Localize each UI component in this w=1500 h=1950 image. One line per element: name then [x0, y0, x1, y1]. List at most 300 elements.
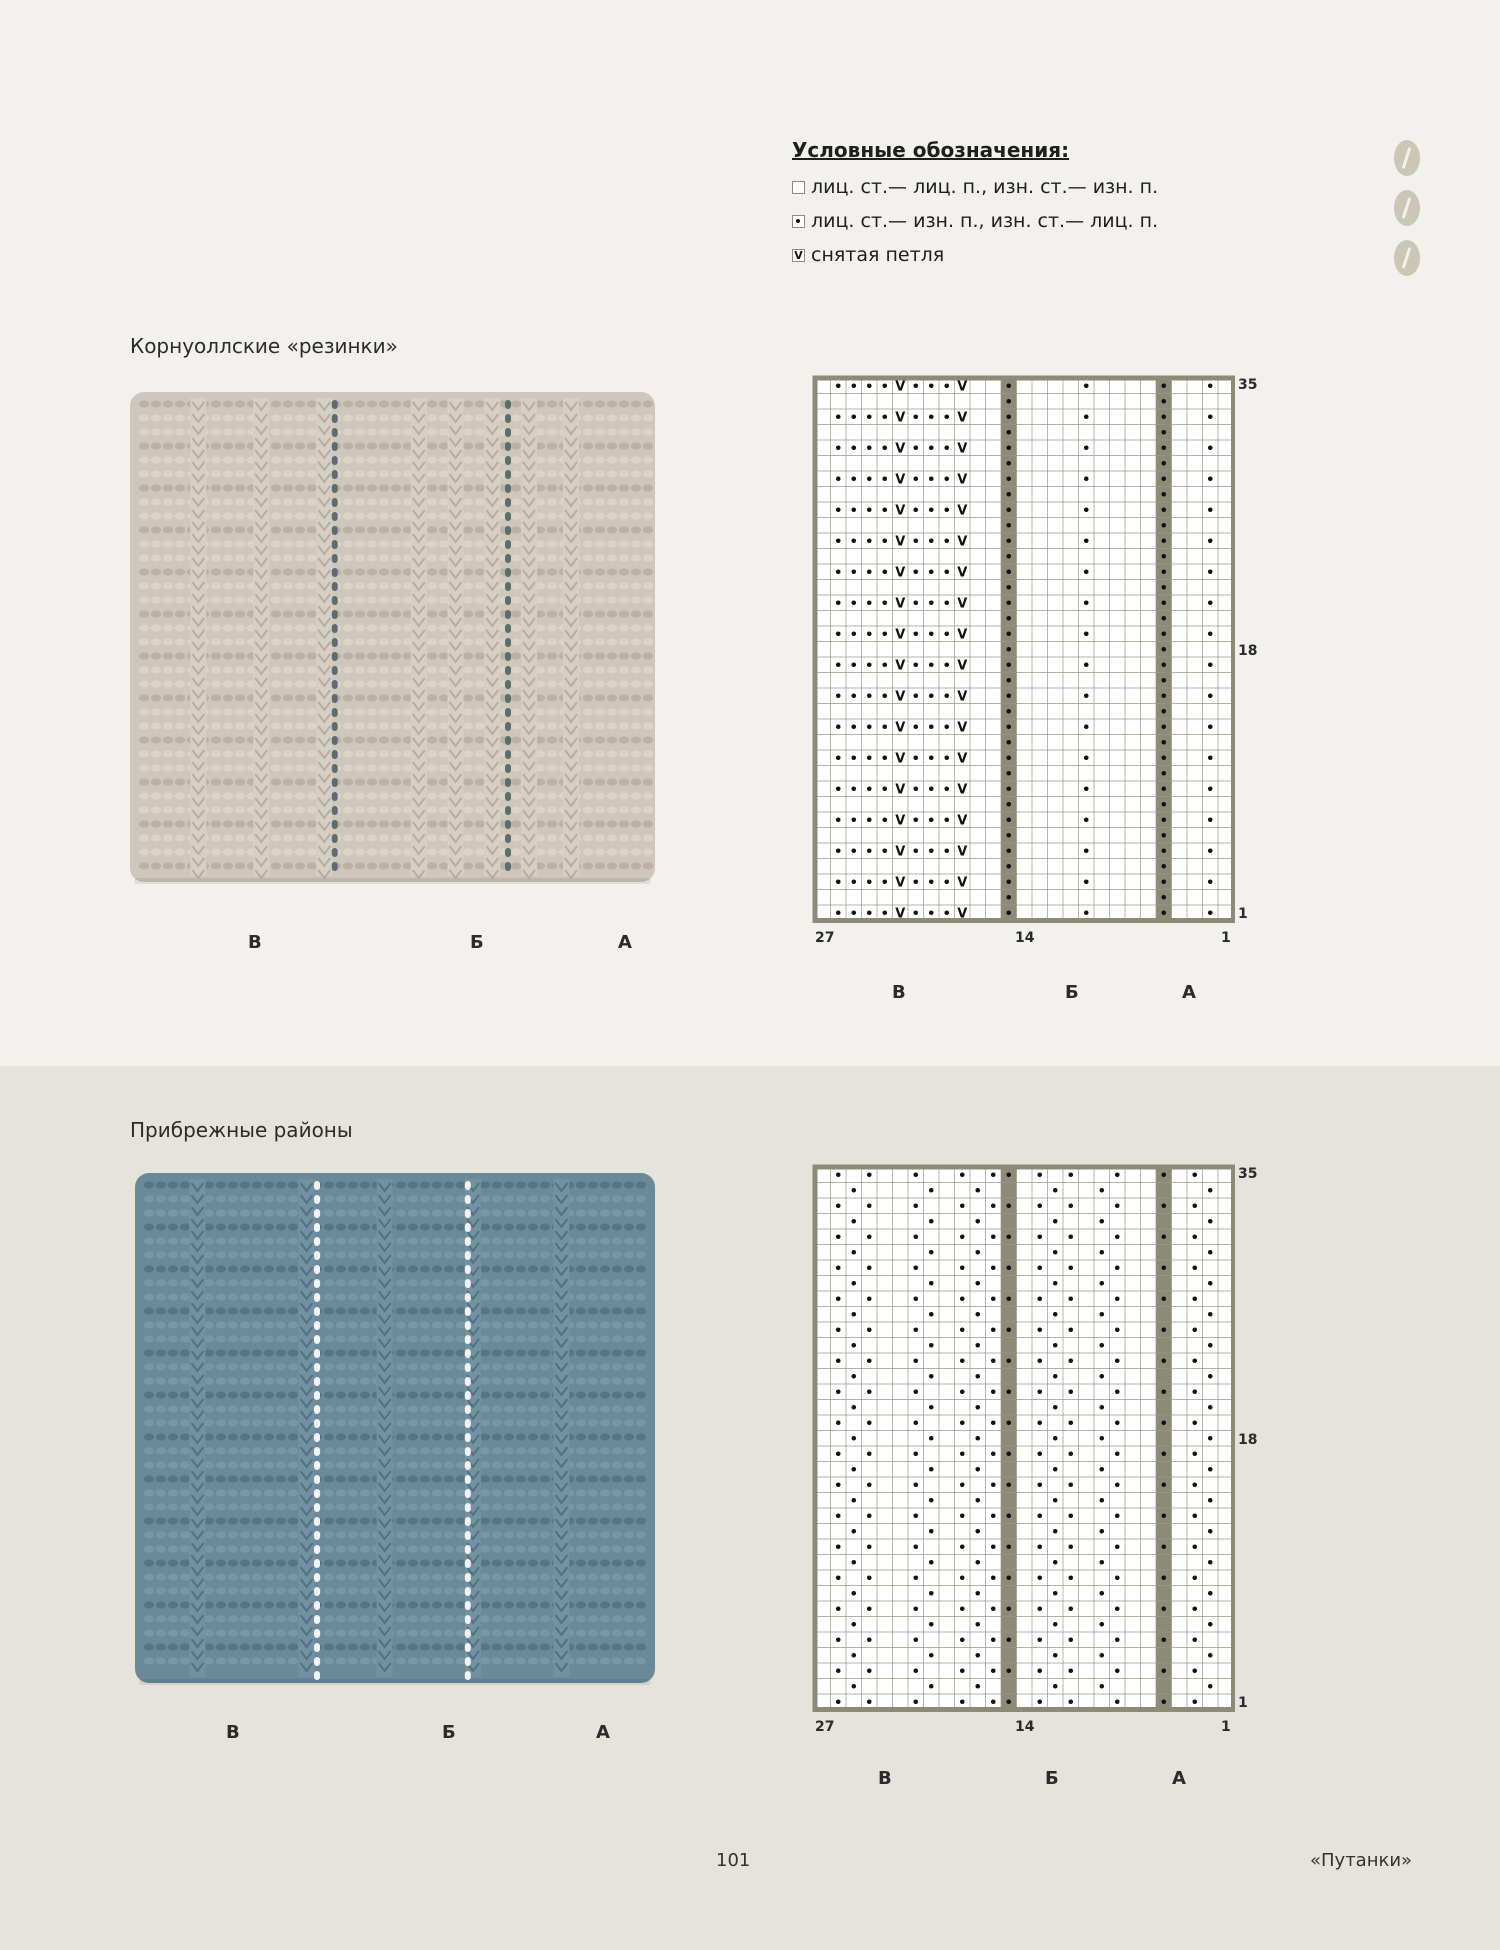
purl-dot: [913, 1668, 918, 1673]
purl-dot: [836, 445, 841, 450]
purl-bump: [348, 1601, 358, 1608]
purl-bump: [540, 1195, 550, 1202]
purl-bump: [156, 1517, 166, 1524]
purl-bump: [223, 820, 233, 827]
accent-yarn-stitch: [314, 1307, 320, 1316]
purl-bump: [240, 1265, 250, 1272]
purl-bump: [595, 736, 605, 743]
purl-bump: [151, 764, 161, 771]
purl-bump: [432, 1209, 442, 1216]
purl-bump: [360, 1377, 370, 1384]
purl-bump: [391, 540, 401, 547]
purl-dot: [1006, 476, 1011, 481]
purl-bump: [516, 1643, 526, 1650]
purl-dot: [1084, 414, 1089, 419]
purl-bump: [595, 540, 605, 547]
purl-bump: [379, 624, 389, 631]
purl-bump: [168, 1657, 178, 1664]
purl-bump: [307, 792, 317, 799]
purl-bump: [180, 1461, 190, 1468]
purl-bump: [420, 1181, 430, 1188]
purl-bump: [631, 680, 641, 687]
purl-dot: [867, 569, 872, 574]
purl-bump: [348, 1433, 358, 1440]
purl-dot: [913, 1389, 918, 1394]
purl-bump: [228, 1489, 238, 1496]
purl-bump: [324, 1517, 334, 1524]
purl-bump: [547, 512, 557, 519]
purl-bump: [156, 1405, 166, 1412]
purl-bump: [271, 512, 281, 519]
purl-bump: [283, 624, 293, 631]
purl-bump: [511, 722, 521, 729]
purl-bump: [283, 428, 293, 435]
purl-bump: [271, 694, 281, 701]
purl-bump: [427, 414, 437, 421]
purl-bump: [576, 1405, 586, 1412]
accent-yarn-stitch: [332, 708, 338, 717]
purl-bump: [336, 1643, 346, 1650]
accent-yarn-stitch: [314, 1517, 320, 1526]
purl-bump: [643, 820, 653, 827]
purl-bump: [288, 1657, 298, 1664]
purl-bump: [355, 596, 365, 603]
purl-bump: [475, 806, 485, 813]
purl-bump: [595, 680, 605, 687]
purl-bump: [408, 1559, 418, 1566]
purl-bump: [643, 400, 653, 407]
purl-bump: [288, 1391, 298, 1398]
purl-bump: [636, 1461, 646, 1468]
purl-bump: [336, 1279, 346, 1286]
purl-bump: [288, 1461, 298, 1468]
accent-yarn-stitch: [505, 554, 511, 563]
purl-bump: [420, 1209, 430, 1216]
purl-bump: [492, 1251, 502, 1258]
purl-dot: [851, 1591, 856, 1596]
purl-bump: [427, 694, 437, 701]
purl-bump: [360, 1279, 370, 1286]
purl-bump: [475, 554, 485, 561]
purl-dot: [913, 724, 918, 729]
purl-bump: [456, 1587, 466, 1594]
purl-bump: [492, 1405, 502, 1412]
purl-bump: [355, 722, 365, 729]
purl-bump: [444, 1293, 454, 1300]
purl-bump: [355, 834, 365, 841]
purl-bump: [163, 834, 173, 841]
purl-dot: [944, 724, 949, 729]
purl-bump: [492, 1643, 502, 1650]
purl-bump: [216, 1209, 226, 1216]
purl-bump: [607, 456, 617, 463]
purl-bump: [240, 1657, 250, 1664]
accent-yarn-stitch: [465, 1405, 471, 1414]
purl-dot: [929, 1343, 934, 1348]
purl-dot: [1084, 755, 1089, 760]
purl-bump: [511, 820, 521, 827]
purl-bump: [216, 1307, 226, 1314]
purl-bump: [463, 470, 473, 477]
purl-bump: [295, 680, 305, 687]
purl-bump: [631, 596, 641, 603]
purl-bump: [492, 1503, 502, 1510]
purl-bump: [619, 722, 629, 729]
accent-yarn-stitch: [314, 1433, 320, 1442]
purl-bump: [324, 1615, 334, 1622]
purl-bump: [463, 750, 473, 757]
purl-bump: [379, 736, 389, 743]
purl-bump: [607, 428, 617, 435]
purl-bump: [216, 1559, 226, 1566]
purl-bump: [343, 470, 353, 477]
purl-bump: [391, 610, 401, 617]
purl-dot: [867, 600, 872, 605]
purl-bump: [151, 736, 161, 743]
purl-bump: [144, 1573, 154, 1580]
purl-bump: [576, 1503, 586, 1510]
slip-bar-cell: [1001, 1245, 1017, 1261]
purl-bump: [336, 1181, 346, 1188]
slip-bar-cell: [1001, 1462, 1017, 1478]
purl-bump: [151, 680, 161, 687]
purl-bump: [379, 540, 389, 547]
purl-bump: [343, 834, 353, 841]
purl-bump: [420, 1307, 430, 1314]
purl-bump: [343, 442, 353, 449]
slip-bar-cell: [1156, 1586, 1172, 1602]
purl-bump: [576, 1587, 586, 1594]
slip-stitch-v: V: [957, 596, 968, 612]
purl-bump: [156, 1433, 166, 1440]
purl-bump: [607, 848, 617, 855]
purl-bump: [456, 1573, 466, 1580]
purl-bump: [588, 1181, 598, 1188]
purl-dot: [1037, 1668, 1042, 1673]
purl-dot: [913, 1451, 918, 1456]
purl-dot: [867, 910, 872, 915]
purl-bump: [336, 1615, 346, 1622]
purl-bump: [360, 1475, 370, 1482]
purl-bump: [288, 1559, 298, 1566]
purl-dot: [882, 693, 887, 698]
purl-bump: [492, 1391, 502, 1398]
purl-bump: [276, 1349, 286, 1356]
purl-dot: [1115, 1513, 1120, 1518]
purl-bump: [456, 1489, 466, 1496]
purl-dot: [1037, 1482, 1042, 1487]
purl-bump: [228, 1433, 238, 1440]
purl-bump: [307, 540, 317, 547]
purl-bump: [583, 428, 593, 435]
purl-bump: [511, 680, 521, 687]
purl-dot: [851, 631, 856, 636]
purl-bump: [271, 582, 281, 589]
purl-bump: [631, 414, 641, 421]
purl-bump: [420, 1447, 430, 1454]
purl-bump: [643, 568, 653, 575]
purl-dot: [913, 1637, 918, 1642]
purl-bump: [504, 1349, 514, 1356]
purl-bump: [547, 624, 557, 631]
purl-bump: [216, 1377, 226, 1384]
purl-bump: [540, 1601, 550, 1608]
purl-bump: [336, 1293, 346, 1300]
purl-bump: [283, 652, 293, 659]
purl-bump: [355, 820, 365, 827]
purl-bump: [216, 1657, 226, 1664]
purl-bump: [612, 1307, 622, 1314]
purl-bump: [432, 1531, 442, 1538]
purl-bump: [583, 610, 593, 617]
purl-dot: [1208, 600, 1213, 605]
purl-bump: [480, 1321, 490, 1328]
purl-bump: [367, 470, 377, 477]
purl-bump: [576, 1391, 586, 1398]
purl-bump: [391, 470, 401, 477]
slip-stitch-v: V: [895, 689, 906, 705]
purl-bump: [463, 862, 473, 869]
purl-bump: [643, 470, 653, 477]
purl-dot: [1006, 755, 1011, 760]
purl-bump: [264, 1237, 274, 1244]
purl-bump: [504, 1559, 514, 1566]
purl-bump: [511, 834, 521, 841]
purl-bump: [420, 1349, 430, 1356]
purl-bump: [432, 1223, 442, 1230]
purl-bump: [612, 1433, 622, 1440]
purl-bump: [163, 456, 173, 463]
purl-dot: [1084, 445, 1089, 450]
purl-bump: [456, 1363, 466, 1370]
purl-bump: [235, 708, 245, 715]
accent-yarn-stitch: [314, 1223, 320, 1232]
purl-bump: [612, 1419, 622, 1426]
purl-bump: [283, 666, 293, 673]
purl-bump: [324, 1587, 334, 1594]
accent-yarn-stitch: [332, 792, 338, 801]
purl-bump: [307, 652, 317, 659]
purl-bump: [348, 1251, 358, 1258]
purl-dot: [867, 1668, 872, 1673]
purl-dot: [1115, 1637, 1120, 1642]
col-label-mid: 14: [1015, 930, 1035, 946]
purl-bump: [600, 1293, 610, 1300]
purl-bump: [408, 1573, 418, 1580]
purl-bump: [619, 848, 629, 855]
purl-bump: [223, 764, 233, 771]
purl-bump: [276, 1377, 286, 1384]
purl-bump: [456, 1195, 466, 1202]
purl-bump: [480, 1531, 490, 1538]
page-number: 101: [716, 1850, 751, 1871]
purl-bump: [583, 778, 593, 785]
purl-dot: [913, 631, 918, 636]
purl-bump: [348, 1643, 358, 1650]
purl-dot: [975, 1467, 980, 1472]
accent-yarn-stitch: [465, 1657, 471, 1666]
purl-bump: [547, 666, 557, 673]
purl-bump: [348, 1181, 358, 1188]
purl-bump: [463, 568, 473, 575]
purl-bump: [624, 1363, 634, 1370]
purl-bump: [324, 1447, 334, 1454]
purl-bump: [336, 1237, 346, 1244]
purl-bump: [600, 1503, 610, 1510]
chart-grid: [815, 1167, 1234, 1710]
purl-bump: [168, 1293, 178, 1300]
purl-bump: [348, 1307, 358, 1314]
purl-dot: [991, 1544, 996, 1549]
purl-bump: [271, 652, 281, 659]
purl-bump: [631, 792, 641, 799]
purl-bump: [235, 596, 245, 603]
purl-dot: [836, 1296, 841, 1301]
purl-bump: [475, 400, 485, 407]
purl-bump: [475, 442, 485, 449]
purl-bump: [324, 1573, 334, 1580]
accent-yarn-stitch: [332, 400, 338, 409]
purl-bump: [264, 1405, 274, 1412]
slip-stitch-v: V: [895, 751, 906, 767]
purl-dot: [913, 1172, 918, 1177]
purl-dot: [1161, 848, 1166, 853]
purl-bump: [163, 540, 173, 547]
purl-bump: [480, 1377, 490, 1384]
purl-dot: [1208, 1591, 1213, 1596]
purl-bump: [151, 596, 161, 603]
purl-bump: [511, 414, 521, 421]
accent-yarn-stitch: [505, 764, 511, 773]
purl-dot: [1208, 1560, 1213, 1565]
purl-bump: [144, 1237, 154, 1244]
purl-dot: [851, 445, 856, 450]
purl-bump: [240, 1391, 250, 1398]
purl-bump: [276, 1615, 286, 1622]
purl-bump: [283, 834, 293, 841]
purl-dot: [1161, 476, 1166, 481]
accent-yarn-stitch: [505, 778, 511, 787]
purl-dot: [1208, 538, 1213, 543]
purl-bump: [600, 1349, 610, 1356]
purl-bump: [492, 1419, 502, 1426]
purl-bump: [588, 1573, 598, 1580]
purl-bump: [492, 1517, 502, 1524]
purl-bump: [432, 1293, 442, 1300]
purl-dot: [991, 1513, 996, 1518]
purl-dot: [1037, 1265, 1042, 1270]
legend-item-text: лиц. ст.— изн. п., изн. ст.— лиц. п.: [811, 210, 1159, 232]
purl-dot: [960, 1451, 965, 1456]
purl-bump: [444, 1391, 454, 1398]
purl-bump: [223, 666, 233, 673]
purl-bump: [180, 1517, 190, 1524]
purl-dot: [1161, 1544, 1166, 1549]
purl-dot: [1006, 1296, 1011, 1301]
purl-bump: [379, 456, 389, 463]
purl-bump: [588, 1503, 598, 1510]
purl-dot: [1037, 1544, 1042, 1549]
purl-dot: [929, 383, 934, 388]
purl-bump: [168, 1461, 178, 1468]
purl-dot: [1161, 383, 1166, 388]
accent-yarn-stitch: [505, 442, 511, 451]
purl-dot: [1099, 1219, 1104, 1224]
purl-bump: [144, 1559, 154, 1566]
purl-bump: [379, 680, 389, 687]
purl-bump: [271, 484, 281, 491]
purl-bump: [276, 1517, 286, 1524]
purl-bump: [295, 554, 305, 561]
purl-bump: [396, 1601, 406, 1608]
purl-bump: [343, 806, 353, 813]
purl-bump: [528, 1601, 538, 1608]
purl-dot: [867, 414, 872, 419]
col-label-left: 27: [815, 1719, 835, 1735]
purl-dot: [1084, 538, 1089, 543]
purl-bump: [492, 1223, 502, 1230]
purl-dot: [867, 476, 872, 481]
purl-bump: [391, 722, 401, 729]
purl-bump: [307, 680, 317, 687]
purl-bump: [420, 1629, 430, 1636]
purl-dot: [1084, 476, 1089, 481]
purl-bump: [600, 1643, 610, 1650]
purl-bump: [480, 1461, 490, 1468]
purl-bump: [600, 1461, 610, 1468]
purl-bump: [360, 1195, 370, 1202]
purl-bump: [264, 1489, 274, 1496]
purl-dot: [851, 1622, 856, 1627]
purl-dot: [929, 1560, 934, 1565]
purl-dot: [913, 1234, 918, 1239]
purl-bump: [355, 554, 365, 561]
purl-bump: [271, 862, 281, 869]
purl-dot: [1068, 1482, 1073, 1487]
purl-bump: [540, 1475, 550, 1482]
purl-bump: [643, 750, 653, 757]
purl-bump: [235, 484, 245, 491]
purl-dot: [1115, 1699, 1120, 1704]
purl-dot: [991, 1265, 996, 1270]
purl-dot: [1208, 910, 1213, 915]
purl-bump: [612, 1209, 622, 1216]
purl-bump: [432, 1363, 442, 1370]
purl-dot: [991, 1296, 996, 1301]
purl-bump: [240, 1209, 250, 1216]
purl-dot: [1192, 1234, 1197, 1239]
purl-dot: [851, 1467, 856, 1472]
purl-bump: [216, 1391, 226, 1398]
purl-bump: [144, 1335, 154, 1342]
purl-dot: [851, 1653, 856, 1658]
purl-bump: [475, 568, 485, 575]
purl-bump: [324, 1181, 334, 1188]
purl-bump: [151, 750, 161, 757]
purl-bump: [228, 1419, 238, 1426]
purl-dot: [913, 1296, 918, 1301]
purl-bump: [139, 554, 149, 561]
purl-dot: [851, 1250, 856, 1255]
purl-bump: [444, 1461, 454, 1468]
purl-bump: [211, 778, 221, 785]
purl-bump: [643, 694, 653, 701]
purl-bump: [324, 1377, 334, 1384]
purl-bump: [271, 666, 281, 673]
purl-dot: [836, 1172, 841, 1177]
purl-bump: [307, 414, 317, 421]
purl-bump: [528, 1335, 538, 1342]
